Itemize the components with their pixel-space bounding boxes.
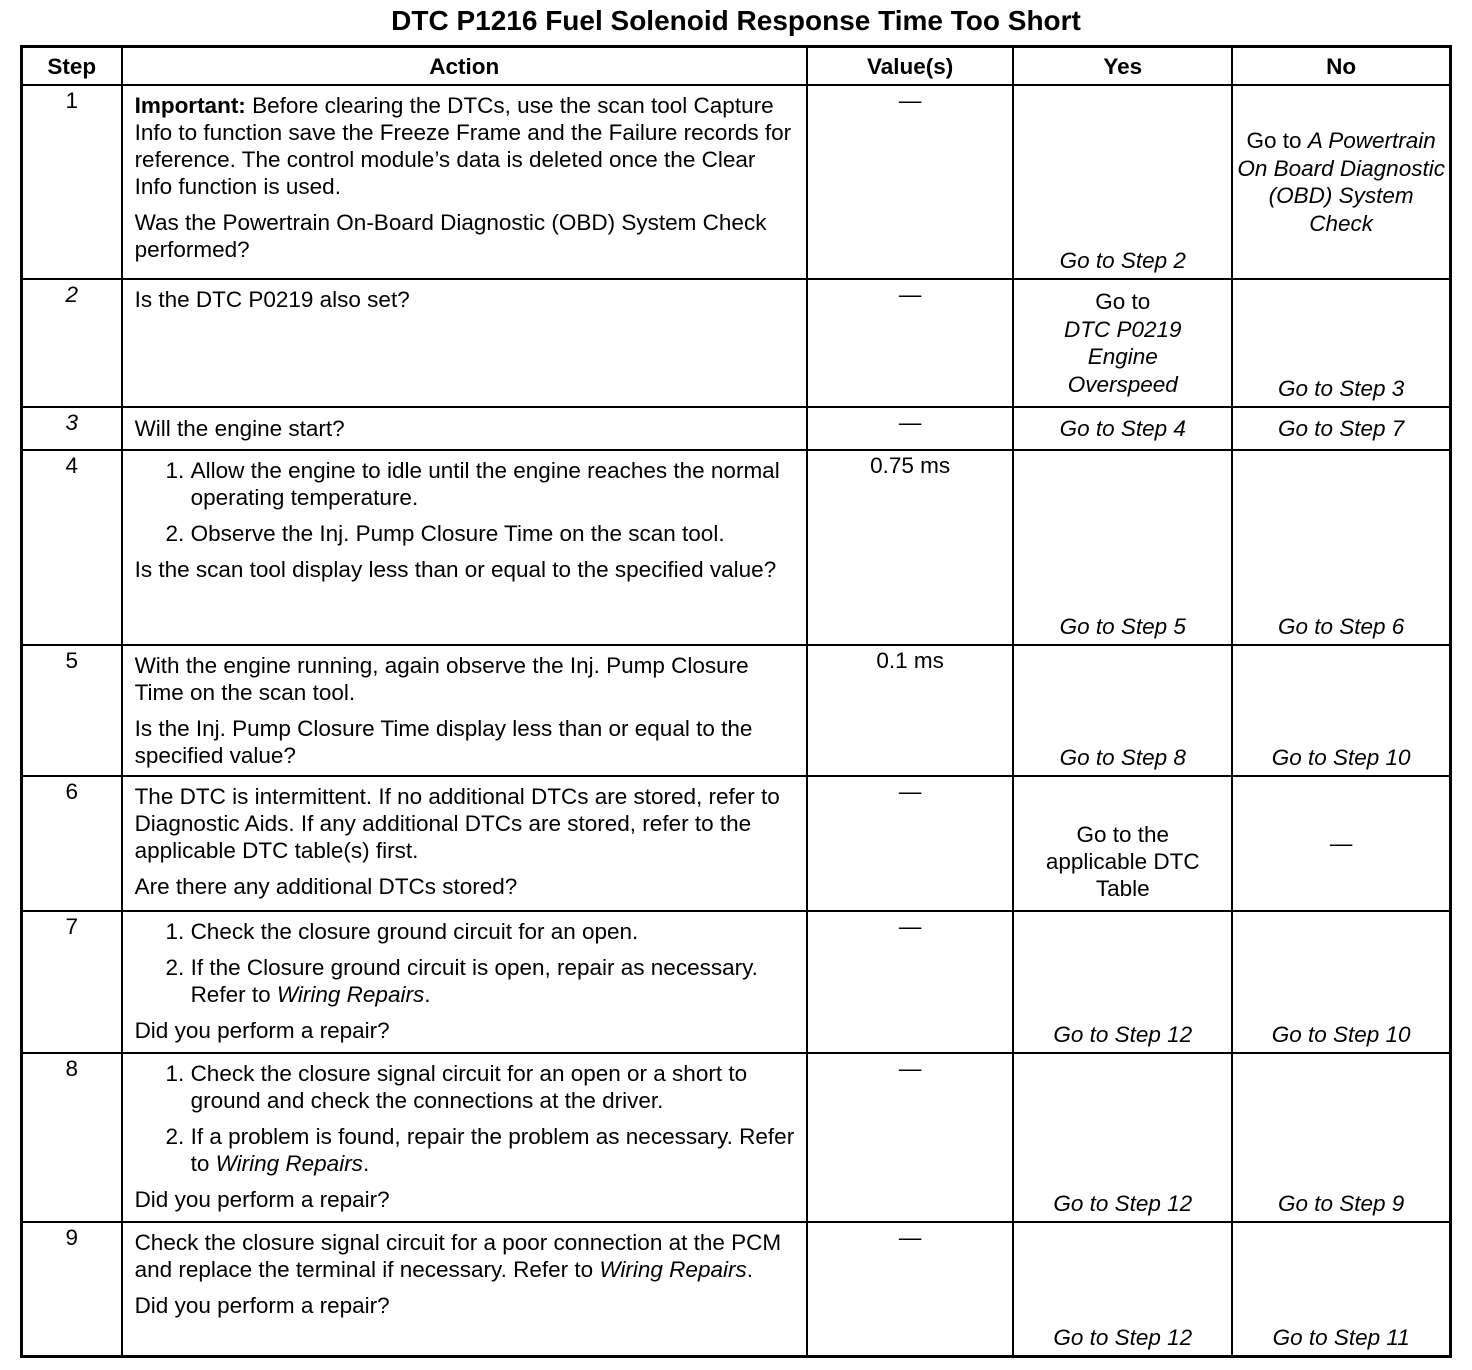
important-label: Important: [134, 93, 246, 118]
yes-cell [1013, 279, 1232, 407]
action-text: The DTC is intermittent. If no additional DTCs are stored, refer to Diagnostic Aids. If any additional DTCs are stored, refer to the applicable DTC table(s) first. [134, 784, 780, 863]
wiring-repairs-ref: Wiring Repairs [276, 982, 425, 1007]
step-number: 2 [22, 279, 122, 407]
action-cell [122, 776, 807, 911]
step-number: 3 [22, 407, 122, 450]
action-question: Did you perform a repair? [134, 1018, 390, 1043]
action-question: Is the Inj. Pump Closure Time display less than or equal to the specified value? [134, 716, 753, 768]
yes-goto: Go to Step 2 [1059, 248, 1186, 273]
yes-goto: Go to Step 8 [1059, 745, 1186, 770]
value-cell: — [807, 407, 1013, 450]
no-goto: Go to Step 9 [1277, 1191, 1405, 1216]
step-number: 7 [22, 911, 122, 1053]
list-item: 1. Check the closure signal circuit for an open or a short to ground and check the connections at the driver. [191, 1060, 796, 1114]
step-number: 4 [22, 450, 122, 645]
action-steps-list [135, 457, 796, 547]
no-goto: Go to Step 7 [1277, 416, 1405, 441]
table-row-step-4 [22, 450, 1451, 645]
wiring-repairs-ref: Wiring Repairs [215, 1151, 363, 1176]
action-question: Is the scan tool display less than or equal to the specified value? [134, 557, 777, 582]
action-text [135, 1229, 796, 1283]
action-question: Did you perform a repair? [134, 1187, 390, 1212]
yes-goto: Go to Step 12 [1053, 1022, 1193, 1047]
list-item [191, 1123, 796, 1177]
important-text: Before clearing the DTCs, use the scan tool Capture Info to function save the Freeze Frame and the Failure records for reference. The control module’s data is deleted once the Clear Info function is used. [134, 93, 792, 199]
table-row-step-6 [22, 776, 1451, 911]
header-yes: Yes [1013, 47, 1232, 86]
yes-goto-prefix: Go to [1095, 289, 1151, 314]
wiring-repairs-ref: Wiring Repairs [599, 1257, 747, 1282]
yes-cell [1013, 1053, 1232, 1222]
action-question: Did you perform a repair? [134, 1293, 390, 1318]
no-goto-link: A Powertrain On Board Diagnostic (OBD) System Check [1237, 128, 1445, 236]
list-item: 1. Check the closure ground circuit for an open. [191, 918, 796, 945]
action-question: Was the Powertrain On-Board Diagnostic (OBD) System Check performed? [134, 210, 767, 262]
no-cell [1232, 450, 1450, 645]
action-question: Will the engine start? [134, 416, 345, 441]
action-cell [122, 645, 807, 776]
action-text: With the engine running, again observe the Inj. Pump Closure Time on the scan tool. [134, 653, 749, 705]
header-values: Value(s) [807, 47, 1013, 86]
header-row [22, 47, 1451, 86]
action-cell [122, 279, 807, 407]
value-cell: — [807, 911, 1013, 1053]
table-row-step-8 [22, 1053, 1451, 1222]
list-item-text: If a problem is found, repair the problem as necessary. Refer to [190, 1124, 795, 1176]
no-cell [1232, 1053, 1450, 1222]
action-cell [122, 911, 807, 1053]
value-cell: — [807, 85, 1013, 279]
value-cell: — [807, 776, 1013, 911]
step-number: 8 [22, 1053, 122, 1222]
table-row-step-7 [22, 911, 1451, 1053]
list-item [191, 954, 796, 1008]
yes-cell [1013, 450, 1232, 645]
table-row-step-5 [22, 645, 1451, 776]
yes-cell [1013, 776, 1232, 911]
action-text-end: . [746, 1257, 753, 1282]
no-cell [1232, 407, 1450, 450]
list-item-end: . [424, 982, 431, 1007]
yes-goto: Go to Step 12 [1053, 1324, 1193, 1350]
yes-cell [1013, 645, 1232, 776]
yes-goto: Go to Step 5 [1059, 614, 1186, 639]
no-cell [1232, 645, 1450, 776]
value-cell: — [807, 1222, 1013, 1356]
no-goto: Go to Step 11 [1272, 1324, 1410, 1350]
action-cell [122, 85, 807, 279]
header-no: No [1232, 47, 1450, 86]
value-cell: — [807, 279, 1013, 407]
step-number: 5 [22, 645, 122, 776]
action-cell [122, 1053, 807, 1222]
list-item-end: . [362, 1151, 370, 1176]
yes-cell [1013, 85, 1232, 279]
action-cell [122, 450, 807, 645]
table-row-step-1 [22, 85, 1451, 279]
step-number: 9 [22, 1222, 122, 1356]
list-item: 2. Observe the Inj. Pump Closure Time on the scan tool. [191, 520, 796, 547]
step-number: 1 [22, 85, 122, 279]
value-cell: 0.1 ms [807, 645, 1013, 776]
yes-goto: Go to the applicable DTC Table [1045, 822, 1200, 901]
value-cell: — [807, 1053, 1013, 1222]
action-question: Are there any additional DTCs stored? [134, 874, 518, 899]
no-goto: Go to Step 6 [1277, 614, 1405, 639]
no-goto-prefix: Go to [1246, 128, 1302, 153]
action-text-body: Check the closure signal circuit for a poor connection at the PCM and replace the terminal if necessary. Refer to [134, 1230, 782, 1282]
action-steps-list [135, 918, 796, 1008]
header-action: Action [122, 47, 807, 86]
step-number: 6 [22, 776, 122, 911]
yes-cell [1013, 1222, 1232, 1356]
no-cell [1232, 1222, 1450, 1356]
no-goto: Go to Step 3 [1277, 376, 1405, 401]
list-item-text: If the Closure ground circuit is open, repair as necessary. Refer to [190, 955, 758, 1007]
list-item: 1. Allow the engine to idle until the engine reaches the normal operating temperature. [191, 457, 796, 511]
diagnostic-table [20, 45, 1452, 1358]
table-row-step-3 [22, 407, 1451, 450]
header-step: Step [22, 47, 122, 86]
action-question: Is the DTC P0219 also set? [134, 287, 410, 312]
action-cell [122, 1222, 807, 1356]
table-row-step-9 [22, 1222, 1451, 1356]
no-cell [1232, 911, 1450, 1053]
yes-goto-link: DTC P0219 Engine Overspeed [1063, 316, 1182, 397]
table-row-step-2 [22, 279, 1451, 407]
action-cell [122, 407, 807, 450]
action-steps-list [135, 1060, 796, 1177]
no-cell: — [1232, 776, 1450, 911]
yes-cell [1013, 407, 1232, 450]
yes-cell [1013, 911, 1232, 1053]
important-note [135, 92, 796, 200]
yes-goto: Go to Step 12 [1053, 1191, 1193, 1216]
no-cell [1232, 85, 1450, 279]
yes-goto: Go to Step 4 [1059, 416, 1186, 441]
no-cell [1232, 279, 1450, 407]
document-title: DTC P1216 Fuel Solenoid Response Time Too Short [391, 5, 1081, 36]
value-cell: 0.75 ms [807, 450, 1013, 645]
no-goto: Go to Step 10 [1271, 1022, 1411, 1047]
no-goto: Go to Step 10 [1271, 745, 1411, 770]
